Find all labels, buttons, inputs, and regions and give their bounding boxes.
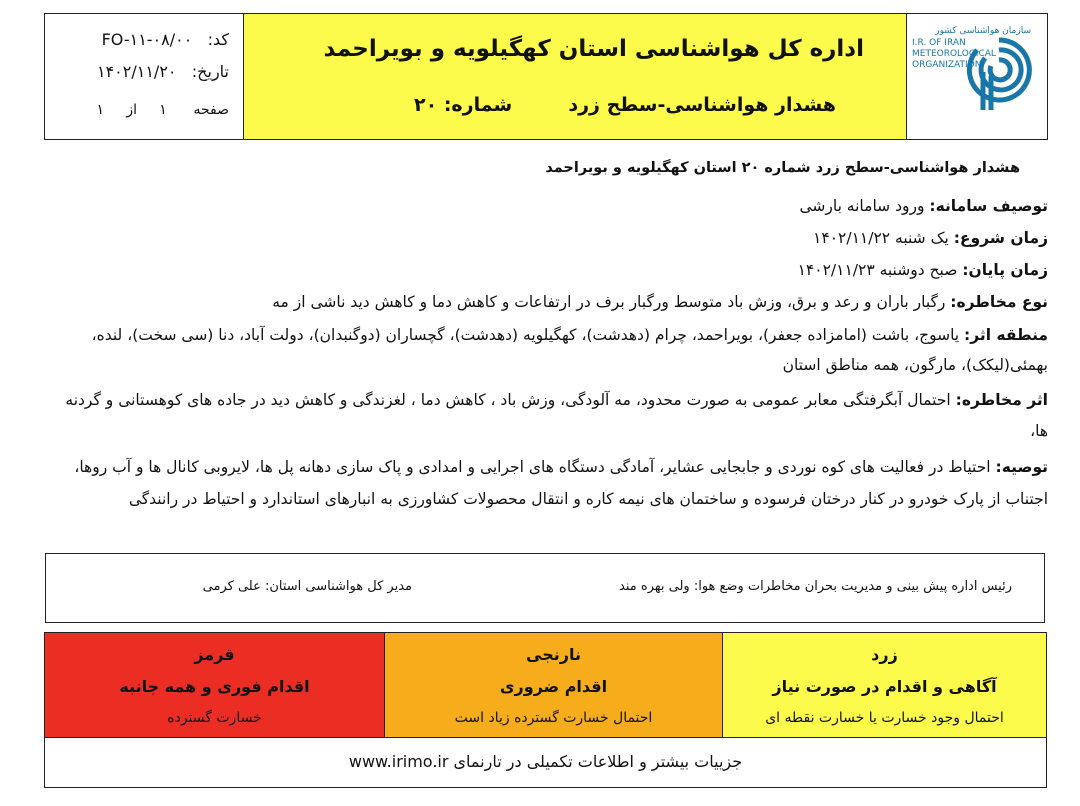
level-name: قرمز	[194, 645, 235, 664]
system-description	[68, 193, 1048, 220]
level-damage: احتمال خسارت گسترده زیاد است	[454, 710, 653, 726]
page-label: صفحه	[193, 102, 229, 118]
start-time	[68, 225, 1048, 252]
recommendations	[53, 451, 1048, 515]
level-action: اقدام ضروری	[499, 677, 608, 696]
code-value: FO-۱۱-۰۸/۰۰	[101, 30, 193, 49]
warning-levels-table	[44, 632, 1047, 738]
forecast-head-signature: رئیس اداره پیش بینی و مدیریت بحران مخاطرات وضع هوا: ولی بهره مند	[619, 579, 1012, 594]
level-damage: احتمال وجود خسارت یا خسارت نقطه ای	[765, 710, 1004, 726]
code-cell	[45, 14, 243, 139]
code-label: کد:	[207, 30, 229, 49]
page-value: ۱	[159, 102, 167, 118]
level-name: زرد	[871, 645, 898, 664]
level-damage: خسارت گسترده	[167, 710, 262, 726]
level-action: آگاهی و اقدام در صورت نیاز	[772, 677, 997, 696]
system-label: توصیف سامانه:	[929, 197, 1048, 215]
logo-en-line-3: ORGANIZATION	[912, 60, 982, 70]
effect-label: اثر مخاطره:	[955, 391, 1048, 409]
date-row	[97, 62, 229, 81]
logo-en-line-2: METEOROLOGICAL	[912, 49, 996, 59]
title-cell	[243, 14, 906, 139]
area-label: منطقه اثر:	[964, 326, 1048, 344]
advice-value: احتیاط در فعالیت های کوه نوردی و جابجایی عشایر، آمادگی دستگاه های اجرایی و امدادی و پاک سازی دهانه پل ها، لایروبی کانال ها و آب روها، اجتناب از پارک خودرو در کنار درختان فرسوده و ساختمان های نیمه کاره و انتقال محصولات کشاورزی به انبارهای استاندارد و احتیاط در رانندگی	[74, 458, 1048, 508]
area-value: یاسوج، باشت (امامزاده جعفر)، بویراحمد، چرام (دهدشت)، کهگیلویه (دهدشت)، گچساران (دوگنبدان)، دولت آباد، دنا (سی سخت)، لنده، بهمئی(لیکک)، مارگون، همه مناطق استان	[91, 326, 1048, 374]
end-time	[68, 257, 1048, 284]
date-label: تاریخ:	[191, 62, 229, 81]
organization-title: اداره کل هواشناسی استان کهگیلویه و بویراحمد	[323, 36, 864, 62]
advice-label: توصیه:	[995, 458, 1048, 476]
level-red	[45, 633, 384, 737]
level-action: اقدام فوری و همه جانبه	[119, 677, 310, 696]
hazard-type	[43, 289, 1048, 316]
level-yellow	[723, 633, 1046, 737]
start-label: زمان شروع:	[953, 229, 1048, 247]
end-value: صبح دوشنبه ۱۴۰۲/۱۱/۲۳	[797, 261, 963, 279]
hazard-effect	[48, 385, 1048, 447]
warning-heading: هشدار هواشناسی-سطح زرد شماره ۲۰ استان کهگیلویه و بویراحمد	[545, 160, 1020, 176]
footer-website-note: جزییات بیشتر و اطلاعات تکمیلی در تارنمای www.irimo.ir	[44, 738, 1047, 788]
start-value: یک شنبه ۱۴۰۲/۱۱/۲۲	[813, 229, 954, 247]
logo-persian-text: سازمان هواشناسی کشور	[935, 26, 1031, 36]
affected-area	[38, 320, 1048, 380]
logo-cell	[906, 14, 1047, 139]
code-row	[102, 30, 229, 49]
warning-number: شماره: ۲۰	[414, 94, 513, 116]
document-header	[44, 13, 1048, 140]
date-value: ۱۴۰۲/۱۱/۲۰	[96, 62, 177, 81]
level-orange	[384, 633, 723, 737]
page-total: ۱	[96, 102, 105, 118]
page-row	[97, 102, 229, 118]
effect-value: احتمال آبگرفتگی معابر عمومی به صورت محدود، مه آلودگی، وزش باد ، کاهش دما ، لغزندگی و کاهش دید در جاده های کوهستانی و گردنه ها،	[65, 391, 1048, 440]
end-label: زمان پایان:	[962, 261, 1048, 279]
system-value: ورود سامانه بارشی	[799, 197, 930, 215]
warning-level-title: هشدار هواشناسی-سطح زرد	[568, 94, 836, 116]
signature-box	[45, 553, 1045, 623]
hazard-value: رگبار باران و رعد و برق، وزش باد متوسط ورگبار برف در ارتفاعات و کاهش دما و کاهش دید ناشی از مه	[272, 293, 951, 311]
logo-en-line-1: I.R. OF IRAN	[912, 38, 966, 48]
level-name: نارنجی	[526, 645, 581, 664]
hazard-label: نوع مخاطره:	[950, 293, 1048, 311]
logo-english-text	[912, 38, 996, 71]
page-of: از	[126, 102, 137, 118]
director-signature: مدیر کل هواشناسی استان: علی کرمی	[202, 579, 412, 594]
